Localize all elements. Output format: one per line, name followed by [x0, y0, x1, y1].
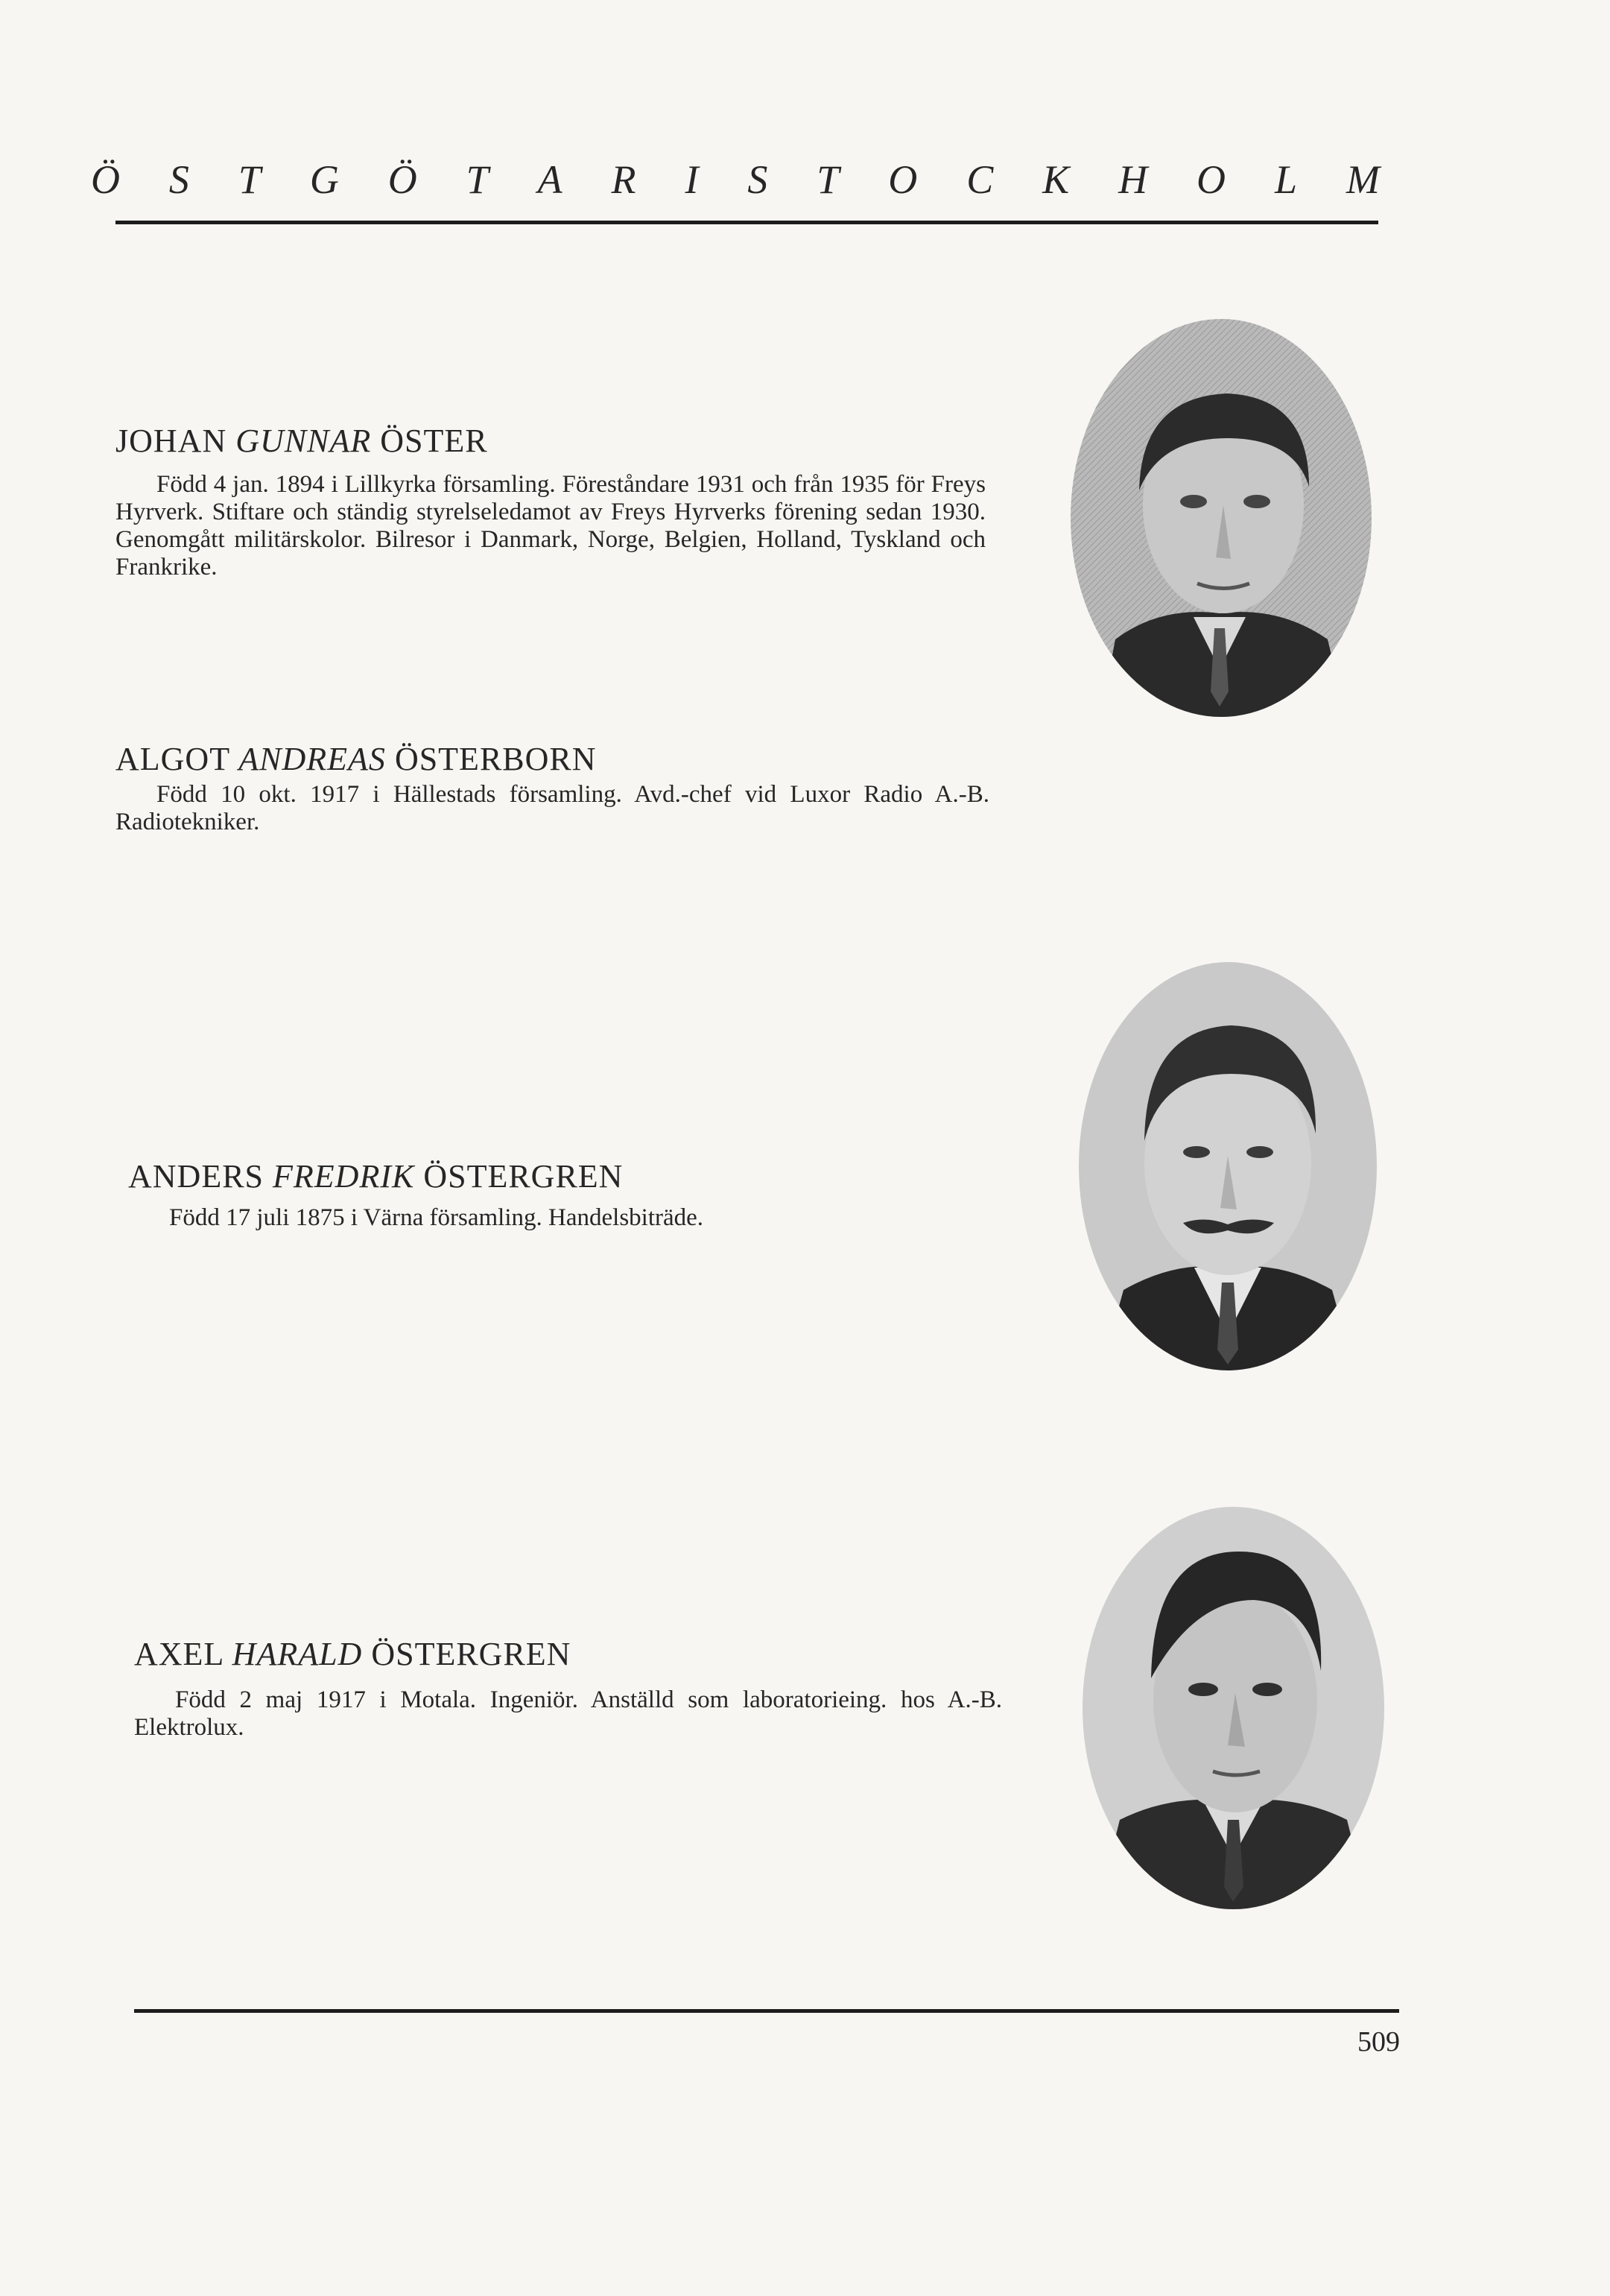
entry-name	[115, 422, 488, 460]
entry-paragraph: Född 17 juli 1875 i Värna församling. Handelsbiträde.	[169, 1204, 704, 1231]
first-name: JOHAN	[115, 423, 227, 459]
first-name: ALGOT	[115, 741, 230, 777]
header-letter: O	[888, 157, 918, 202]
header-letter: Ö	[91, 157, 120, 202]
middle-name: HARALD	[232, 1636, 363, 1672]
surname: ÖSTERGREN	[371, 1636, 571, 1672]
portrait-photo	[1079, 962, 1377, 1370]
header-letter: I	[685, 157, 699, 202]
header-letter: T	[466, 157, 489, 202]
entry-text	[134, 1686, 1002, 1742]
header-letter: S	[168, 157, 189, 202]
header-letter: Ö	[387, 157, 417, 202]
surname: ÖSTERBORN	[394, 741, 597, 777]
header-letter: C	[966, 157, 994, 202]
header-letter: T	[817, 157, 840, 202]
entry-text	[115, 471, 986, 581]
header-letter: L	[1274, 157, 1297, 202]
middle-name: GUNNAR	[235, 423, 372, 459]
entry-paragraph: Född 2 maj 1917 i Motala. Ingeniör. Anställd som laboratorieing. hos A.-B. Elektrolux.	[134, 1686, 1002, 1741]
header-letter: M	[1346, 157, 1380, 202]
entry-name	[134, 1635, 571, 1673]
surname: ÖSTER	[380, 423, 488, 459]
header-letter: G	[309, 157, 339, 202]
running-head	[91, 156, 1380, 203]
entry-paragraph: Född 10 okt. 1917 i Hällestads församling. Avd.-chef vid Luxor Radio A.-B. Radiotekniker.	[115, 781, 989, 835]
header-letter: S	[747, 157, 768, 202]
page-number: 509	[1357, 2026, 1400, 2058]
first-name: AXEL	[134, 1636, 224, 1672]
first-name: ANDERS	[128, 1158, 264, 1195]
header-letter: R	[611, 157, 636, 202]
middle-name: FREDRIK	[273, 1158, 415, 1195]
entry-name	[115, 740, 597, 778]
header-letter: T	[238, 157, 261, 202]
header-letter: A	[537, 157, 562, 202]
middle-name: ANDREAS	[238, 741, 386, 777]
header-letter: O	[1197, 157, 1226, 202]
entry-text	[115, 781, 989, 836]
header-letter: H	[1118, 157, 1148, 202]
footer-rule	[134, 2009, 1399, 2013]
entry-name	[128, 1157, 623, 1195]
portrait-photo	[1071, 319, 1372, 717]
header-rule	[115, 221, 1378, 224]
portrait-photo	[1083, 1507, 1384, 1909]
entry-text	[128, 1204, 1007, 1232]
header-letter: K	[1042, 157, 1070, 202]
surname: ÖSTERGREN	[423, 1158, 624, 1195]
entry-paragraph: Född 4 jan. 1894 i Lillkyrka församling. Föreståndare 1931 och från 1935 för Freys Hyrverk. Stiftare och ständig styrelseledamot av Freys Hyrverks förening sedan 1930. Genomgått militärskolor. Bilresor i Danmark, Norge, Belgien, Holland, Tyskland och Frankrike.	[115, 471, 986, 581]
